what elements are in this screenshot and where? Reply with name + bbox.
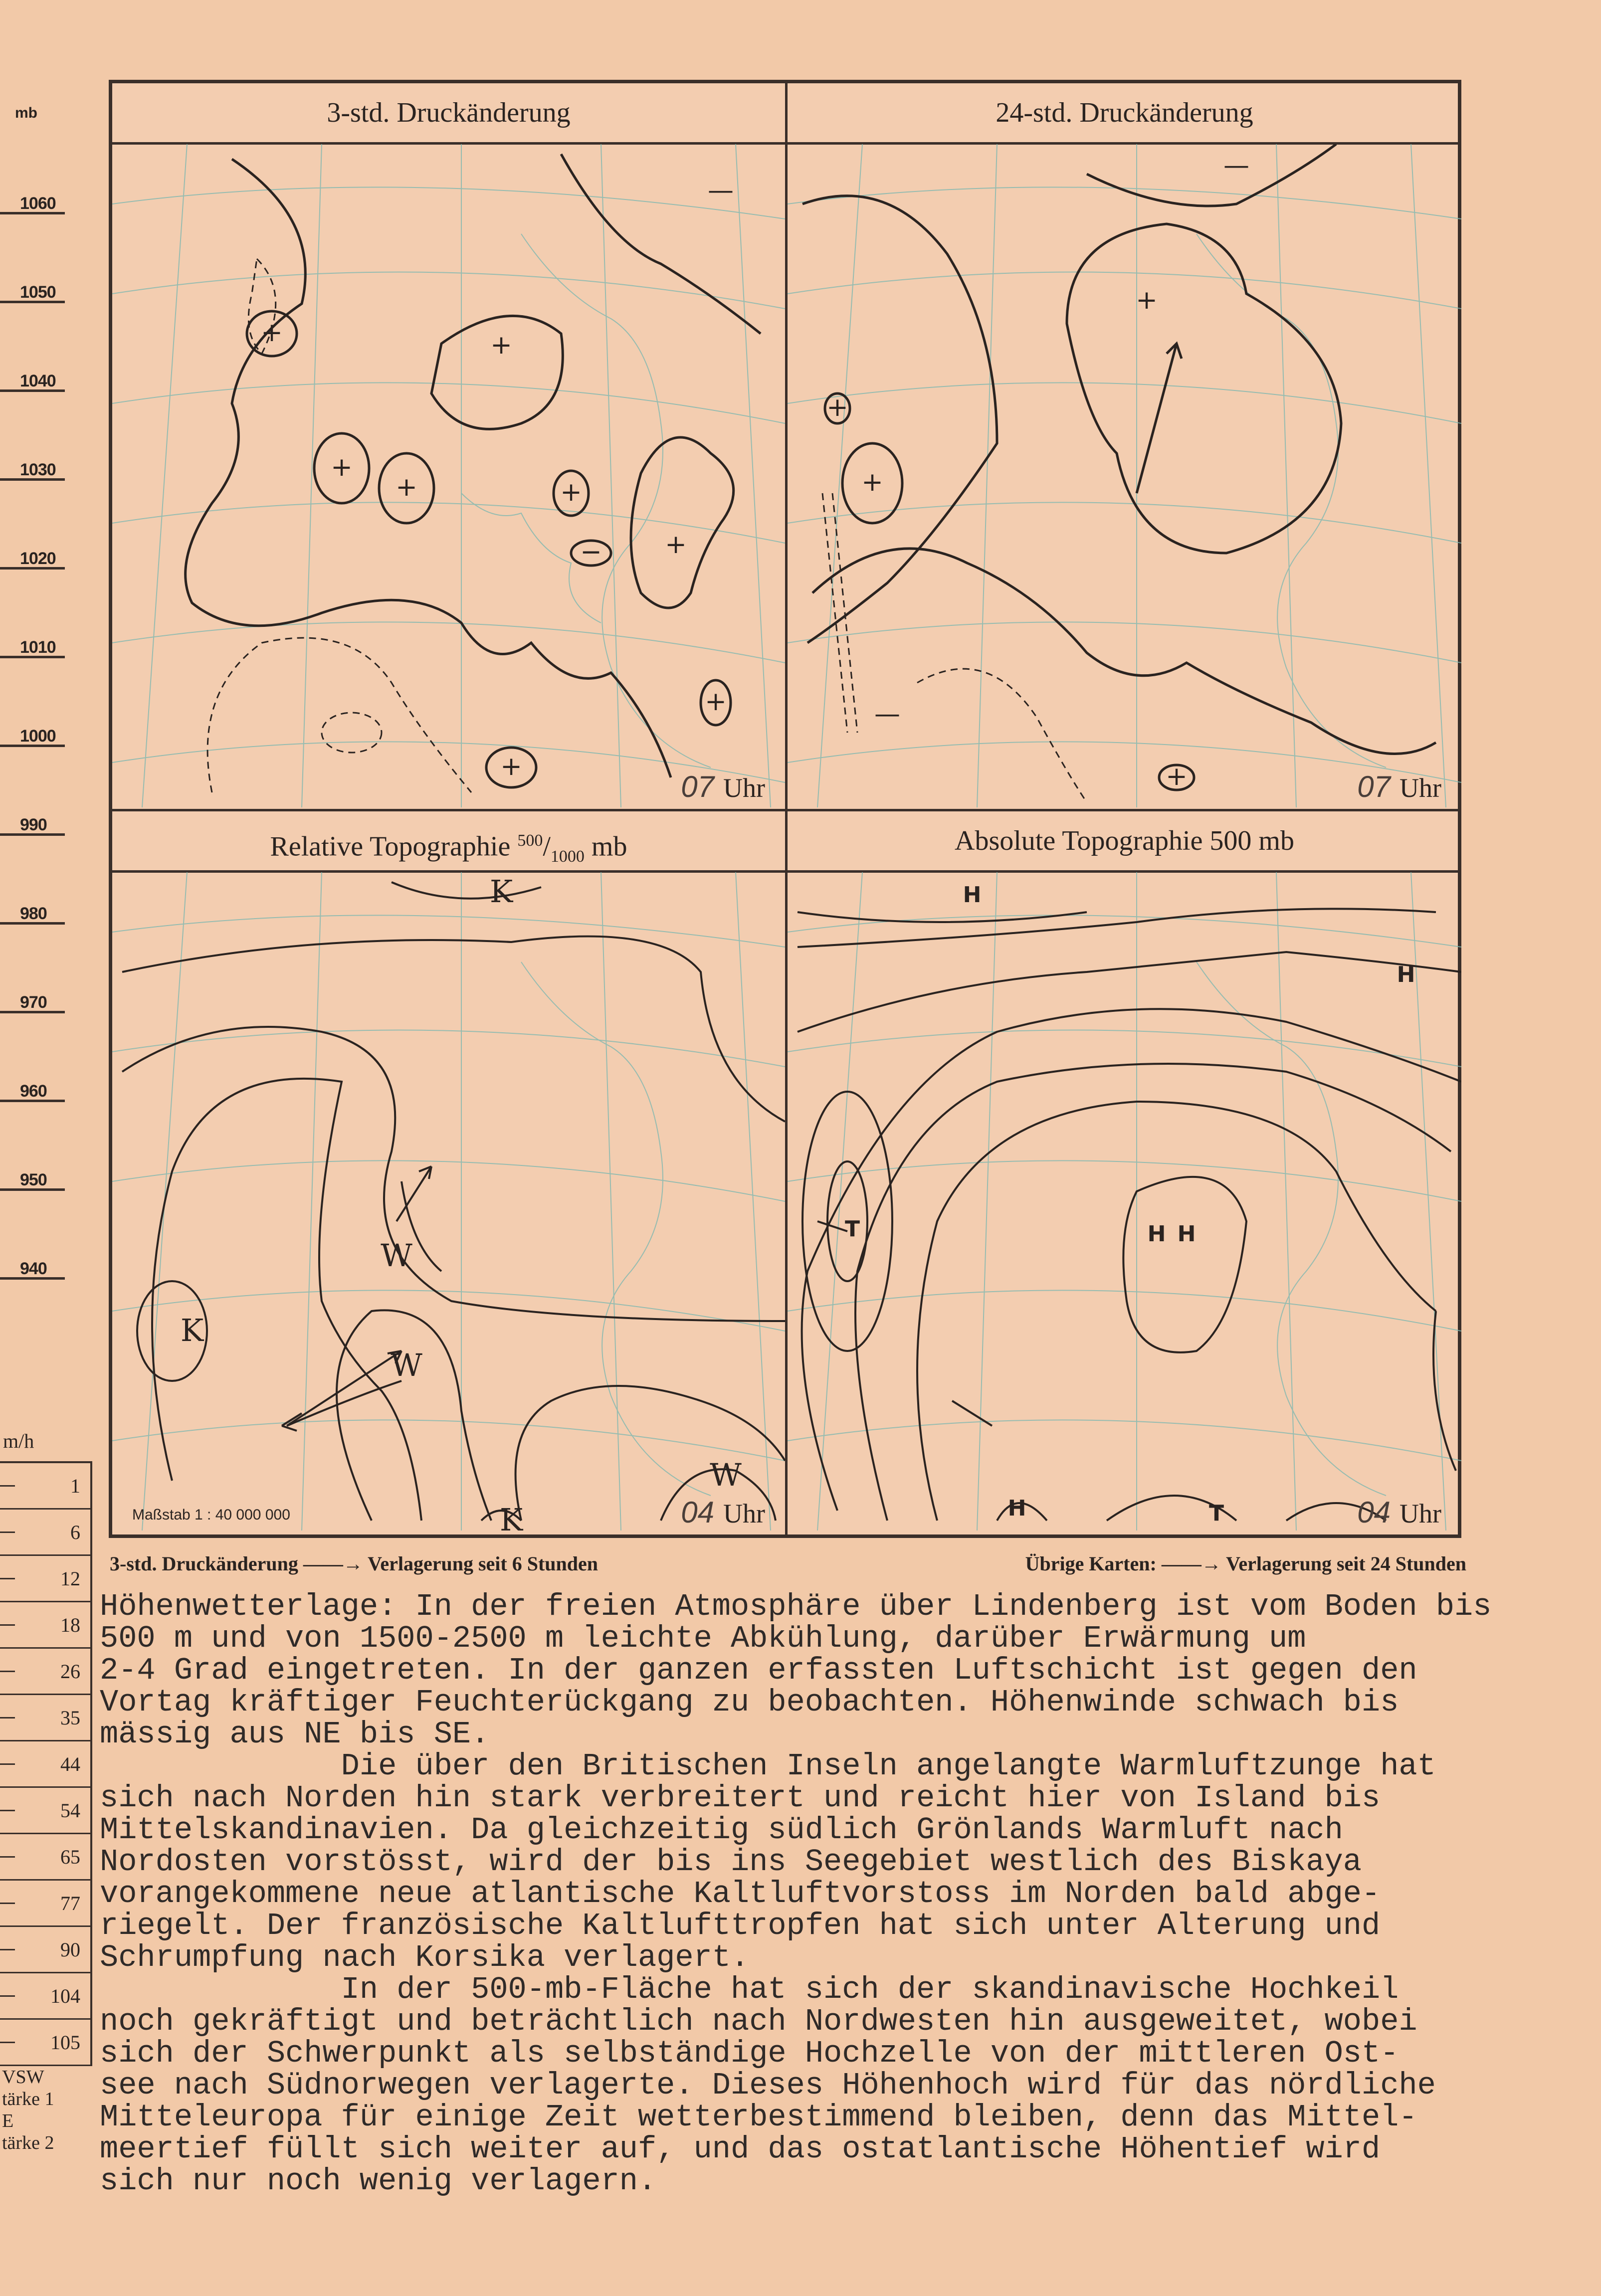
wind-table-header: m/h	[0, 1421, 92, 1463]
wind-value: 26	[60, 1660, 80, 1683]
svg-text:+: +	[261, 318, 283, 348]
text-line: sich der Schwerpunkt als selbständige Hochzelle von der mittleren Ost-	[100, 2036, 1399, 2071]
isallobar-plus	[631, 437, 734, 608]
wind-row	[0, 1881, 92, 1927]
svg-text:W: W	[391, 1347, 422, 1383]
svg-text:−: −	[580, 537, 602, 567]
scale-label: 1060	[20, 194, 56, 213]
wind-value: 44	[60, 1753, 80, 1775]
wind-value: 77	[60, 1892, 80, 1914]
wind-value: 54	[60, 1799, 80, 1822]
caption-left: 3-std. Druckänderung ——→ Verlagerung seit 6 Stunden	[110, 1552, 599, 1575]
svg-text:H: H	[1007, 1496, 1026, 1521]
wind-row	[0, 1556, 92, 1602]
text-line: Mitteleuropa für einige Zeit wetterbestimmend bleiben, denn das Mittel-	[100, 2100, 1417, 2135]
text-line: sich nur noch wenig verlagern.	[100, 2163, 657, 2199]
wind-table	[0, 1421, 92, 2154]
movement-arrow	[1137, 344, 1177, 493]
wind-row	[0, 1695, 92, 1741]
wind-row	[0, 1649, 92, 1695]
text-line: In der 500-mb-Fläche hat sich der skandinavische Hochkeil	[100, 1972, 1399, 2007]
wind-note: E	[2, 2110, 14, 2131]
wind-row	[0, 1463, 92, 1510]
panel-3h-pressure-change	[112, 83, 788, 811]
scale-label: 1000	[20, 727, 56, 746]
panel-title: 24-std. Druckänderung	[788, 83, 1461, 145]
wind-value: 1	[70, 1475, 80, 1497]
scale-label: 960	[20, 1082, 47, 1101]
scale-label: 1050	[20, 283, 56, 302]
panel-24h-pressure-change	[788, 83, 1461, 811]
svg-text:+: +	[560, 477, 582, 507]
scale-label: 970	[20, 993, 47, 1012]
panel-title: Relative Topographie $^{500}/_{1000}$ mb	[112, 811, 785, 873]
svg-text:W: W	[710, 1457, 742, 1493]
map-absolute-topography	[788, 872, 1461, 1531]
text-line: vorangekommene neue atlantische Kaltluftvorstoss im Norden bald abge-	[100, 1876, 1381, 1912]
wind-note: tärke 1	[2, 2089, 54, 2109]
wind-value: 6	[70, 1521, 80, 1543]
wind-row	[0, 1834, 92, 1881]
map-3h-pressure-change	[112, 144, 785, 807]
svg-text:+: +	[1136, 285, 1158, 315]
svg-text:+: +	[705, 687, 727, 717]
text-line: Die über den Britischen Inseln angelangte Warmluftzunge hat	[100, 1748, 1436, 1784]
panel-title: Absolute Topographie 500 mb	[788, 811, 1461, 873]
wind-value: 18	[60, 1614, 80, 1636]
wind-value: 90	[60, 1938, 80, 1961]
svg-text:+: +	[1166, 762, 1188, 791]
svg-text:T: T	[844, 1216, 860, 1242]
scale-label: 1030	[20, 460, 56, 479]
wind-row	[0, 2020, 92, 2066]
text-line: mässig aus NE bis SE.	[100, 1717, 490, 1752]
text-line: meertief füllt sich weiter auf, und das ostatlantische Höhentief wird	[100, 2131, 1381, 2167]
isallobar-zero	[812, 549, 1436, 754]
text-line: noch gekräftigt und beträchtlich nach Nordwesten hin ausgeweitet, wobei	[100, 2004, 1417, 2039]
isallobar-plus	[1067, 224, 1341, 553]
wind-row	[0, 1741, 92, 1788]
svg-text:K: K	[180, 1312, 204, 1348]
wind-value: 105	[50, 2031, 80, 2054]
wind-value: 104	[50, 1985, 80, 2007]
text-line: Vortag kräftiger Feuchterückgang zu beobachten. Höhenwinde schwach bis	[100, 1685, 1399, 1720]
weather-text	[100, 1591, 1576, 2197]
scale-label: 950	[20, 1170, 47, 1189]
weather-map-frame	[109, 80, 1461, 1538]
text-line: see nach Südnorwegen verlagerte. Dieses Höhenhoch wird für das nördliche	[100, 2068, 1436, 2103]
svg-text:—: —	[1223, 151, 1249, 181]
svg-text:—: —	[874, 699, 900, 729]
scale-label: 1040	[20, 372, 56, 390]
svg-text:K: K	[489, 873, 513, 910]
scale-label: 940	[20, 1259, 47, 1278]
svg-text:+: +	[500, 752, 522, 781]
wind-row	[0, 1927, 92, 1973]
text-line: Höhenwetterlage: In der freien Atmosphäre über Lindenberg ist vom Boden bis	[100, 1589, 1492, 1624]
map-time: 07 Uhr	[1357, 770, 1441, 803]
panel-absolute-topography	[788, 811, 1461, 1534]
svg-text:H: H	[963, 882, 982, 908]
scale-label: 980	[20, 904, 47, 923]
text-line: 2-4 Grad eingetreten. In der ganzen erfassten Luftschicht ist gegen den	[100, 1653, 1417, 1688]
wind-row	[0, 1973, 92, 2020]
wind-row	[0, 1788, 92, 1834]
svg-text:K: K	[499, 1502, 523, 1531]
scale-label: 990	[20, 815, 47, 834]
wind-note: VSW	[2, 2067, 44, 2088]
map-time: 04 Uhr	[681, 1496, 765, 1529]
map-time: 04 Uhr	[1357, 1496, 1441, 1529]
svg-text:—: —	[708, 176, 734, 205]
scale-label: 1010	[20, 638, 56, 657]
svg-text:+: +	[396, 472, 417, 502]
scale-note: Maßstab 1 : 40 000 000	[132, 1507, 290, 1523]
text-line: riegelt. Der französische Kaltlufttropfen hat sich unter Alterung und	[100, 1908, 1381, 1943]
text-line: Mittelskandinavien. Da gleichzeitig südlich Grönlands Warmluft nach	[100, 1812, 1343, 1848]
pressure-unit: mb	[15, 105, 37, 121]
svg-text:+: +	[826, 392, 848, 422]
wind-value: 12	[60, 1567, 80, 1590]
svg-text:H: H	[1147, 1221, 1166, 1247]
caption-right: Übrige Karten: ——→ Verlagerung seit 24 Stunden	[1025, 1552, 1466, 1575]
svg-text:T: T	[1208, 1501, 1224, 1526]
map-time: 07 Uhr	[681, 770, 765, 803]
panel-relative-topography	[112, 811, 788, 1534]
map-relative-topography	[112, 872, 785, 1531]
map-24h-pressure-change	[788, 144, 1461, 807]
svg-text:H: H	[1177, 1221, 1196, 1247]
svg-text:+: +	[490, 330, 512, 360]
text-line: 500 m und von 1500-2500 m leichte Abkühlung, darüber Erwärmung um	[100, 1621, 1306, 1656]
wind-value: 65	[60, 1846, 80, 1868]
wind-note: tärke 2	[2, 2132, 54, 2153]
svg-text:+: +	[665, 530, 687, 560]
wind-row	[0, 1602, 92, 1649]
panel-title: 3-std. Druckänderung	[112, 83, 785, 145]
text-line: Nordosten vorstösst, wird der bis ins Seegebiet westlich des Biskaya	[100, 1844, 1362, 1880]
svg-text:W: W	[381, 1237, 412, 1274]
text-line: Schrumpfung nach Korsika verlagert.	[100, 1940, 750, 1975]
wind-row	[0, 1510, 92, 1556]
wind-value: 35	[60, 1707, 80, 1729]
scale-label: 1020	[20, 549, 56, 568]
svg-text:+: +	[861, 467, 883, 497]
svg-text:H: H	[1397, 962, 1415, 987]
isallobar-zero	[1087, 144, 1336, 206]
pressure-scale	[0, 0, 100, 1386]
text-line: sich nach Norden hin stark verbreitert und reicht hier von Island bis	[100, 1780, 1381, 1816]
svg-text:+: +	[331, 452, 353, 482]
